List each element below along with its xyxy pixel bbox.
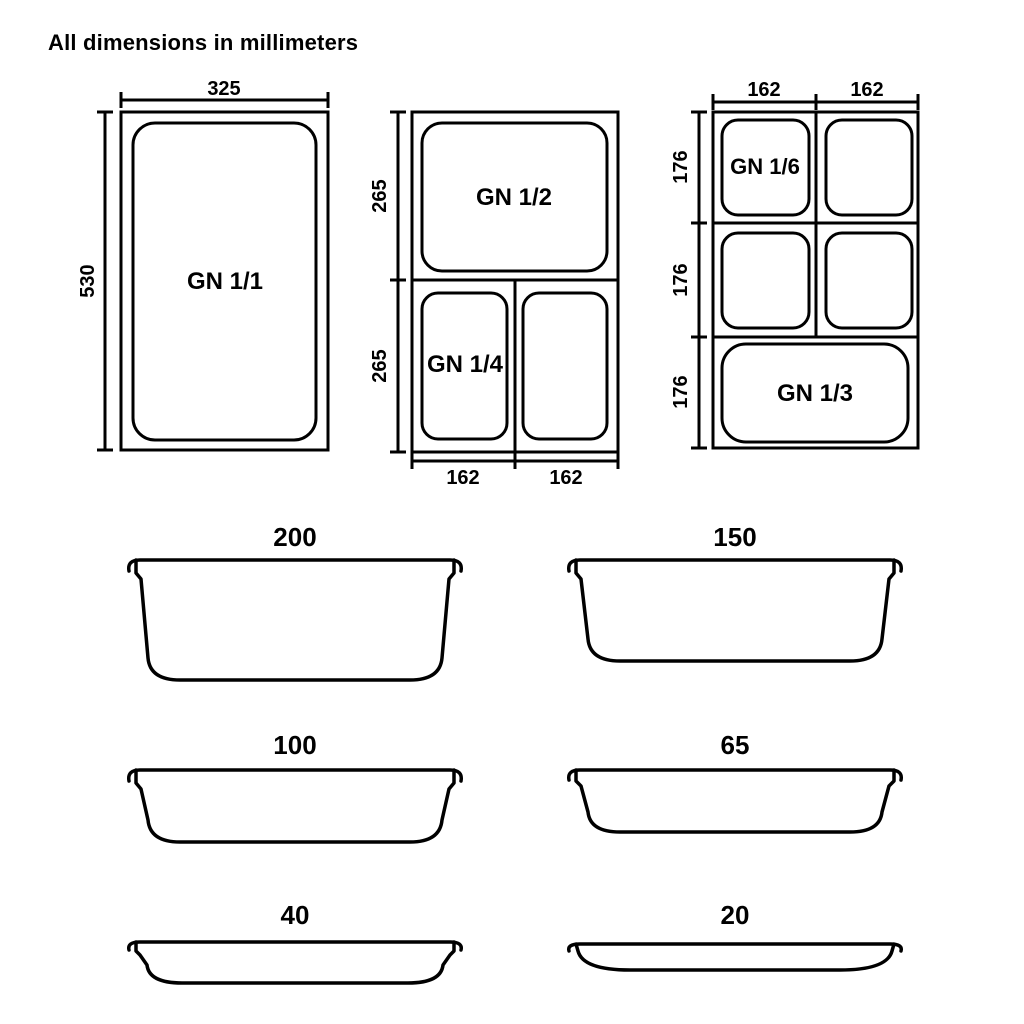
pan-profile-65: [566, 766, 904, 840]
gn-1-6-pan-outline-4: [826, 233, 912, 328]
gn-sixth-width-dimension-line: [713, 94, 918, 110]
gn-1-1-label: GN 1/1: [186, 268, 264, 295]
depth-label-20: 20: [720, 900, 750, 930]
gn-half-bottom-height-value: 265: [369, 349, 391, 383]
gn-1-3-label: GN 1/3: [776, 380, 854, 407]
gn-sixth-height-dimension-line: [691, 112, 707, 448]
gn-1-4-second-pan-outline: [523, 293, 607, 439]
pan-20-rim: [569, 944, 902, 951]
pan-profile-200: [126, 556, 464, 688]
gn-sixth-row2-height-value: 176: [670, 263, 692, 297]
gn-sixth-third-top-view: [660, 60, 940, 460]
pan-200-rim: [129, 560, 462, 571]
gn-1-6-pan-outline-3: [722, 233, 809, 328]
gn-sixth-row1-height-value: 176: [670, 150, 692, 184]
pan-20-body: [576, 944, 894, 970]
pan-40-rim: [129, 942, 462, 950]
depth-label-100: 100: [273, 730, 317, 760]
gn-sixth-row3-height-value: 176: [670, 375, 692, 409]
gn-1-1-top-view: [77, 75, 360, 470]
depth-label-40: 40: [280, 900, 310, 930]
page-title: All dimensions in millimeters: [48, 30, 359, 55]
pan-profile-150: [566, 556, 904, 669]
gn-half-left-width-value: 162: [446, 467, 480, 489]
gn-half-top-height-value: 265: [369, 179, 391, 213]
pan-100-rim: [129, 770, 462, 781]
gn-half-width-dimension-line: [412, 453, 618, 469]
gn-sixth-right-width-value: 162: [850, 79, 884, 101]
pan-profile-100: [126, 766, 464, 850]
gn-half-quarter-top-view: [370, 75, 650, 495]
depth-label-150: 150: [713, 522, 757, 552]
pan-65-body: [576, 770, 894, 832]
gn-sixth-left-width-value: 162: [747, 79, 781, 101]
gn-1-2-label: GN 1/2: [475, 184, 553, 211]
gn-1-1-height-dimension-line: [97, 112, 113, 450]
gn-1-1-width-value: 325: [207, 78, 241, 100]
gn-1-6-label: GN 1/6: [730, 154, 800, 179]
pan-40-body: [136, 942, 454, 983]
gn-1-4-label: GN 1/4: [426, 351, 504, 378]
depth-label-200: 200: [273, 522, 317, 552]
pan-profile-20: [566, 940, 904, 978]
pan-65-rim: [569, 770, 902, 780]
depth-label-65: 65: [720, 730, 750, 760]
pan-100-body: [136, 770, 454, 842]
pan-200-body: [136, 560, 454, 680]
pan-profile-40: [126, 938, 464, 991]
gn-half-right-width-value: 162: [549, 467, 583, 489]
gn-1-1-height-value: 530: [77, 264, 99, 298]
gn-1-6-pan-outline-2: [826, 120, 912, 215]
pan-150-rim: [569, 560, 902, 571]
pan-150-body: [576, 560, 894, 661]
gn-half-height-dimension-line: [390, 112, 406, 452]
